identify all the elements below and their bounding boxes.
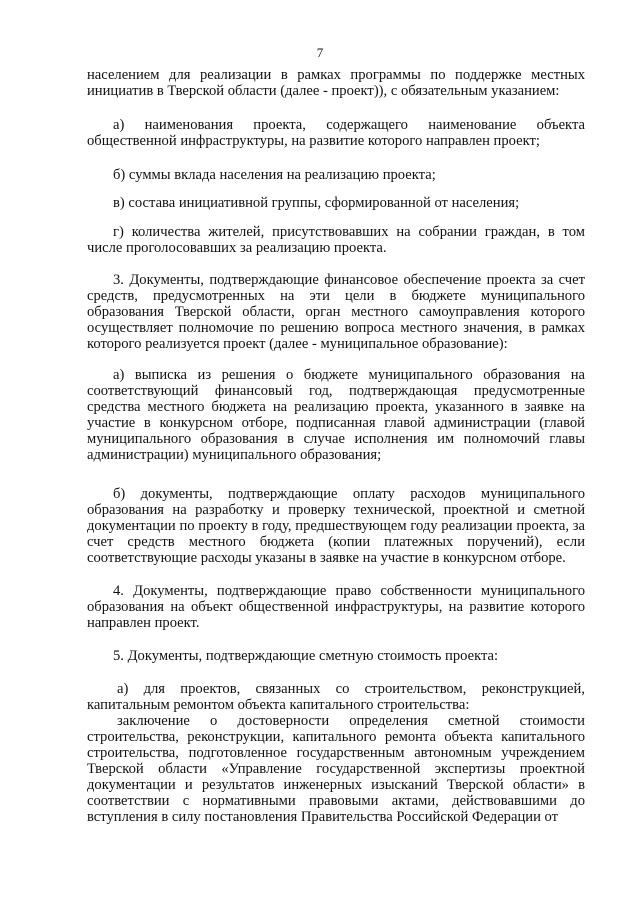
paragraph-section-5-conclusion: заключение о достоверности определения сметной стоимости строительства, реконструкции, капитального ремонта объекта капитального строительства, подготовленное государственным автономным учреждением Тверской области «Управление государственной экспертизы проектной документации и результатов инженерных изысканий Тверской области» в соответствии с нормативными правовыми актами, действовавшими до вступления в силу постановления Правительства Российской Федерации от	[87, 713, 585, 825]
paragraph-item-a: а) наименования проекта, содержащего наименование объекта общественной инфраструктуры, на развитие которого направлен проект;	[87, 117, 585, 149]
paragraph-section-5: 5. Документы, подтверждающие сметную стоимость проекта:	[113, 648, 499, 664]
paragraph-section-3: 3. Документы, подтверждающие финансовое обеспечение проекта за счет средств, предусмотренных на эти цели в бюджете муниципального образования Тверской области, орган местного самоуправления которого осуществляет полномочие по решению вопроса местного значения, в рамках которого реализуется проект (далее - муниципальное образование):	[87, 272, 585, 352]
paragraph-item-b: б) суммы вклада населения на реализацию проекта;	[113, 167, 436, 183]
paragraph-item-v: в) состава инициативной группы, сформированной от населения;	[113, 195, 520, 211]
paragraph-section-3-b: б) документы, подтверждающие оплату расходов муниципального образования на разработку и проверку технической, проектной и сметной документации по проекту в году, предшествующем году реализации проекта, за счет средств местного бюджета (копии платежных поручений), если соответствующие расходы указаны в заявке на участие в конкурсном отборе.	[87, 486, 585, 566]
paragraph-section-4: 4. Документы, подтверждающие право собственности муниципального образования на объект общественной инфраструктуры, на развитие которого направлен проект.	[87, 583, 585, 631]
paragraph-continuation: населением для реализации в рамках программы по поддержке местных инициатив в Тверской области (далее - проект)), с обязательным указанием:	[87, 67, 585, 99]
paragraph-item-g: г) количества жителей, присутствовавших на собрании граждан, в том числе проголосовавших за реализацию проекта.	[87, 224, 585, 256]
paragraph-section-5-a: а) для проектов, связанных со строительством, реконструкцией, капитальным ремонтом объекта капитального строительства:	[87, 681, 585, 713]
paragraph-section-3-a: а) выписка из решения о бюджете муниципального образования на соответствующий финансовый год, подтверждающая предусмотренные средства местного бюджета на реализацию проекта, указанного в заявке на участие в конкурсном отборе, подписанная главой администрации (главой муниципального образования в случае исполнения им полномочий главы администрации) муниципального образования;	[87, 367, 585, 463]
page-number: 7	[316, 45, 324, 60]
